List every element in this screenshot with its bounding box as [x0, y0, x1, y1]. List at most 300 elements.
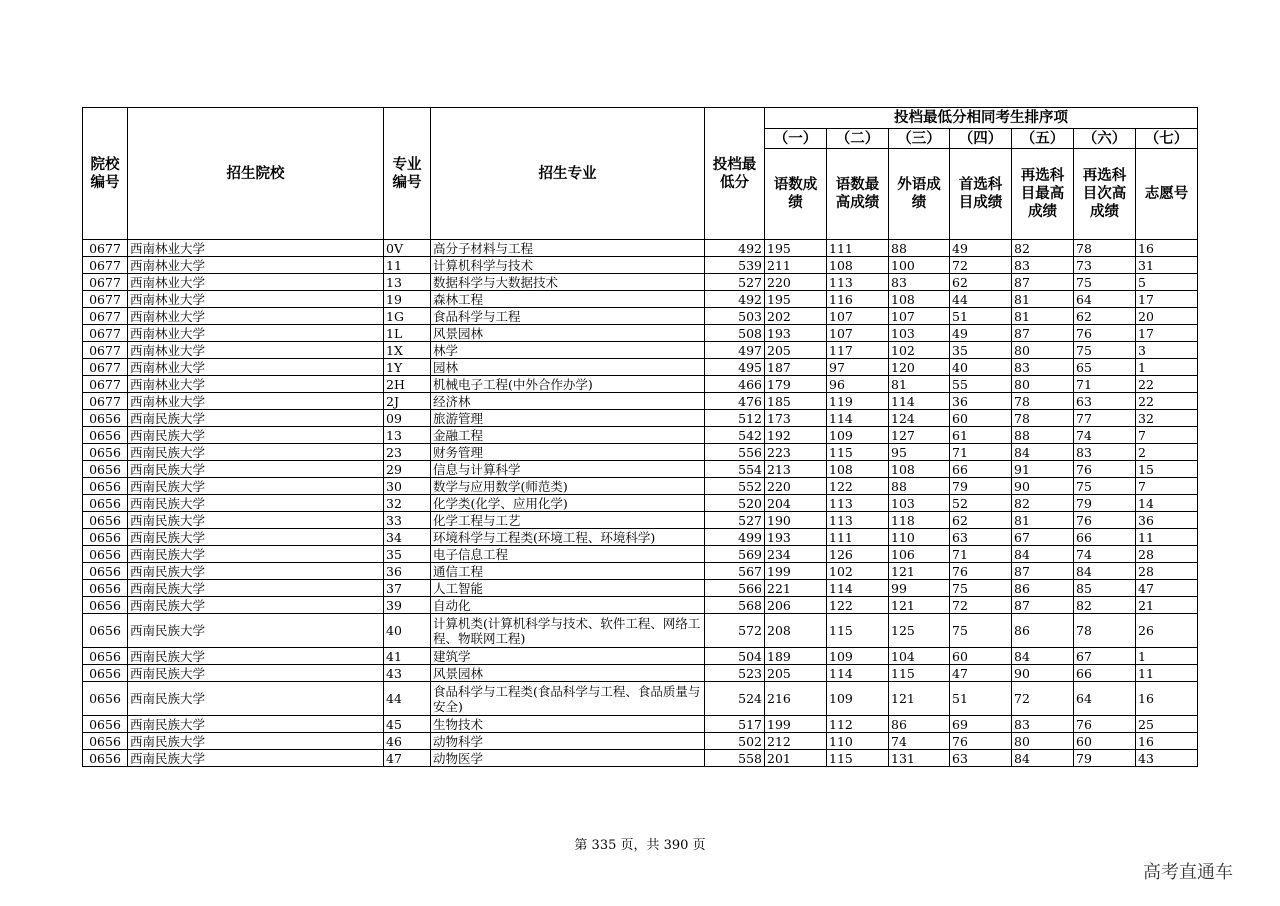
cell-school: 西南林业大学: [128, 291, 384, 308]
table-row: [83, 274, 1198, 291]
cell-score-7: 43: [1136, 750, 1198, 767]
table-row: [83, 444, 1198, 461]
cell-score-2: 114: [827, 410, 889, 427]
cell-major: 数学与应用数学(师范类): [431, 478, 705, 495]
cell-score-5: 83: [1012, 359, 1074, 376]
cell-major-code: 2H: [384, 376, 431, 393]
cell-score-1: 195: [765, 240, 827, 257]
table-row: [83, 580, 1198, 597]
cell-major: 风景园林: [431, 665, 705, 682]
table-body: [83, 240, 1198, 767]
cell-score-6: 66: [1074, 665, 1136, 682]
cell-major: 自动化: [431, 597, 705, 614]
cell-score-6: 75: [1074, 478, 1136, 495]
cell-score-4: 49: [950, 240, 1012, 257]
table-row: [83, 461, 1198, 478]
cell-school: 西南民族大学: [128, 733, 384, 750]
cell-score-7: 7: [1136, 427, 1198, 444]
cell-score-2: 115: [827, 750, 889, 767]
cell-score-6: 75: [1074, 274, 1136, 291]
cell-major-code: 35: [384, 546, 431, 563]
cell-score-7: 11: [1136, 665, 1198, 682]
cell-min-score: 572: [705, 614, 765, 648]
cell-score-2: 122: [827, 478, 889, 495]
cell-min-score: 569: [705, 546, 765, 563]
cell-min-score: 502: [705, 733, 765, 750]
cell-major-code: 34: [384, 529, 431, 546]
table-row: [83, 682, 1198, 716]
cell-school-code: 0656: [83, 716, 128, 733]
cell-score-3: 121: [889, 597, 950, 614]
cell-score-2: 107: [827, 308, 889, 325]
cell-score-1: 201: [765, 750, 827, 767]
cell-major: 动物科学: [431, 733, 705, 750]
cell-score-3: 108: [889, 461, 950, 478]
cell-score-3: 121: [889, 682, 950, 716]
cell-min-score: 558: [705, 750, 765, 767]
cell-major-code: 11: [384, 257, 431, 274]
cell-score-4: 51: [950, 682, 1012, 716]
cell-school: 西南民族大学: [128, 750, 384, 767]
cell-school: 西南民族大学: [128, 648, 384, 665]
cell-score-4: 71: [950, 546, 1012, 563]
cell-school-code: 0677: [83, 325, 128, 342]
cell-major: 食品科学与工程类(食品科学与工程、食品质量与安全): [431, 682, 705, 716]
cell-score-1: 179: [765, 376, 827, 393]
cell-score-2: 112: [827, 716, 889, 733]
cell-min-score: 554: [705, 461, 765, 478]
cell-score-7: 26: [1136, 614, 1198, 648]
cell-score-4: 62: [950, 274, 1012, 291]
table-row: [83, 478, 1198, 495]
cell-score-2: 119: [827, 393, 889, 410]
table-row: [83, 240, 1198, 257]
cell-score-3: 114: [889, 393, 950, 410]
cell-score-6: 63: [1074, 393, 1136, 410]
header-sub-label: 外语成绩: [889, 149, 950, 240]
admission-table: [82, 107, 1198, 767]
cell-score-1: 220: [765, 478, 827, 495]
cell-score-7: 5: [1136, 274, 1198, 291]
cell-school: 西南林业大学: [128, 308, 384, 325]
cell-score-2: 114: [827, 665, 889, 682]
cell-score-7: 28: [1136, 546, 1198, 563]
cell-score-7: 17: [1136, 325, 1198, 342]
table-row: [83, 563, 1198, 580]
cell-score-6: 76: [1074, 325, 1136, 342]
cell-school: 西南林业大学: [128, 376, 384, 393]
cell-major: 化学工程与工艺: [431, 512, 705, 529]
header-sub-num: （六）: [1074, 129, 1136, 149]
cell-score-6: 85: [1074, 580, 1136, 597]
cell-major: 人工智能: [431, 580, 705, 597]
cell-score-1: 205: [765, 342, 827, 359]
cell-score-3: 83: [889, 274, 950, 291]
cell-score-5: 80: [1012, 376, 1074, 393]
cell-school: 西南民族大学: [128, 529, 384, 546]
cell-score-5: 82: [1012, 240, 1074, 257]
cell-score-5: 87: [1012, 325, 1074, 342]
cell-score-7: 16: [1136, 733, 1198, 750]
cell-school: 西南民族大学: [128, 563, 384, 580]
cell-school-code: 0656: [83, 546, 128, 563]
cell-score-5: 87: [1012, 597, 1074, 614]
cell-school-code: 0677: [83, 274, 128, 291]
cell-score-1: 234: [765, 546, 827, 563]
cell-score-2: 109: [827, 648, 889, 665]
cell-score-1: 185: [765, 393, 827, 410]
cell-score-3: 107: [889, 308, 950, 325]
cell-school-code: 0656: [83, 580, 128, 597]
cell-major: 机械电子工程(中外合作办学): [431, 376, 705, 393]
cell-score-2: 122: [827, 597, 889, 614]
cell-score-3: 108: [889, 291, 950, 308]
cell-score-5: 87: [1012, 274, 1074, 291]
cell-school: 西南民族大学: [128, 665, 384, 682]
cell-school: 西南民族大学: [128, 461, 384, 478]
cell-score-6: 79: [1074, 495, 1136, 512]
cell-school: 西南林业大学: [128, 393, 384, 410]
cell-score-3: 102: [889, 342, 950, 359]
header-sub-num: （三）: [889, 129, 950, 149]
cell-score-6: 62: [1074, 308, 1136, 325]
cell-score-4: 69: [950, 716, 1012, 733]
cell-major-code: 45: [384, 716, 431, 733]
table-row: [83, 733, 1198, 750]
cell-score-2: 126: [827, 546, 889, 563]
header-sub-num: （一）: [765, 129, 827, 149]
cell-score-2: 107: [827, 325, 889, 342]
cell-score-3: 115: [889, 665, 950, 682]
cell-score-3: 103: [889, 495, 950, 512]
cell-score-2: 108: [827, 257, 889, 274]
cell-school: 西南民族大学: [128, 427, 384, 444]
cell-major-code: 32: [384, 495, 431, 512]
header-min-score: 投档最低分: [705, 108, 765, 240]
cell-score-3: 88: [889, 478, 950, 495]
cell-score-7: 16: [1136, 682, 1198, 716]
cell-score-7: 36: [1136, 512, 1198, 529]
cell-school-code: 0656: [83, 529, 128, 546]
cell-score-1: 205: [765, 665, 827, 682]
cell-score-6: 74: [1074, 427, 1136, 444]
cell-score-4: 72: [950, 597, 1012, 614]
cell-score-1: 189: [765, 648, 827, 665]
cell-major-code: 1X: [384, 342, 431, 359]
cell-score-2: 108: [827, 461, 889, 478]
cell-score-2: 96: [827, 376, 889, 393]
cell-school-code: 0656: [83, 478, 128, 495]
header-sub-num: （五）: [1012, 129, 1074, 149]
cell-score-6: 64: [1074, 291, 1136, 308]
cell-min-score: 495: [705, 359, 765, 376]
cell-school: 西南民族大学: [128, 444, 384, 461]
cell-score-1: 202: [765, 308, 827, 325]
cell-score-6: 82: [1074, 597, 1136, 614]
table-row: [83, 546, 1198, 563]
cell-score-5: 88: [1012, 427, 1074, 444]
cell-score-4: 76: [950, 563, 1012, 580]
table-row: [83, 393, 1198, 410]
cell-score-4: 49: [950, 325, 1012, 342]
cell-score-5: 91: [1012, 461, 1074, 478]
cell-score-4: 62: [950, 512, 1012, 529]
cell-major-code: 44: [384, 682, 431, 716]
cell-major-code: 30: [384, 478, 431, 495]
cell-score-4: 76: [950, 733, 1012, 750]
table-row: [83, 257, 1198, 274]
cell-school: 西南林业大学: [128, 359, 384, 376]
cell-school-code: 0677: [83, 393, 128, 410]
cell-score-5: 84: [1012, 444, 1074, 461]
cell-major-code: 46: [384, 733, 431, 750]
cell-score-5: 80: [1012, 733, 1074, 750]
cell-score-6: 64: [1074, 682, 1136, 716]
table-row: [83, 342, 1198, 359]
cell-min-score: 566: [705, 580, 765, 597]
cell-score-2: 97: [827, 359, 889, 376]
cell-min-score: 476: [705, 393, 765, 410]
cell-major: 林学: [431, 342, 705, 359]
cell-school-code: 0656: [83, 563, 128, 580]
cell-score-6: 74: [1074, 546, 1136, 563]
cell-score-1: 223: [765, 444, 827, 461]
cell-major: 风景园林: [431, 325, 705, 342]
cell-school: 西南民族大学: [128, 614, 384, 648]
cell-school: 西南民族大学: [128, 580, 384, 597]
cell-school: 西南民族大学: [128, 546, 384, 563]
cell-school: 西南民族大学: [128, 512, 384, 529]
cell-school-code: 0677: [83, 308, 128, 325]
cell-major-code: 37: [384, 580, 431, 597]
cell-school-code: 0677: [83, 342, 128, 359]
table-row: [83, 716, 1198, 733]
cell-score-6: 75: [1074, 342, 1136, 359]
cell-score-7: 17: [1136, 291, 1198, 308]
cell-school-code: 0656: [83, 648, 128, 665]
header-sub-label: 再选科目最高成绩: [1012, 149, 1074, 240]
cell-min-score: 503: [705, 308, 765, 325]
cell-score-7: 28: [1136, 563, 1198, 580]
cell-score-5: 78: [1012, 410, 1074, 427]
cell-major: 生物技术: [431, 716, 705, 733]
cell-major: 电子信息工程: [431, 546, 705, 563]
cell-major: 信息与计算科学: [431, 461, 705, 478]
table-row: [83, 376, 1198, 393]
table-row: [83, 665, 1198, 682]
cell-score-6: 78: [1074, 614, 1136, 648]
cell-min-score: 492: [705, 240, 765, 257]
cell-major-code: 13: [384, 427, 431, 444]
cell-major: 食品科学与工程: [431, 308, 705, 325]
cell-school-code: 0677: [83, 359, 128, 376]
cell-score-2: 117: [827, 342, 889, 359]
cell-score-5: 90: [1012, 665, 1074, 682]
cell-major-code: 0V: [384, 240, 431, 257]
cell-major: 建筑学: [431, 648, 705, 665]
header-sub-label: 再选科目次高成绩: [1074, 149, 1136, 240]
cell-score-5: 80: [1012, 342, 1074, 359]
cell-min-score: 524: [705, 682, 765, 716]
header-school-code: 院校编号: [83, 108, 128, 240]
cell-major-code: 41: [384, 648, 431, 665]
cell-score-4: 55: [950, 376, 1012, 393]
cell-score-1: 211: [765, 257, 827, 274]
cell-min-score: 512: [705, 410, 765, 427]
cell-school-code: 0656: [83, 427, 128, 444]
cell-min-score: 517: [705, 716, 765, 733]
cell-min-score: 499: [705, 529, 765, 546]
cell-score-4: 40: [950, 359, 1012, 376]
cell-score-5: 81: [1012, 512, 1074, 529]
cell-major-code: 36: [384, 563, 431, 580]
cell-min-score: 539: [705, 257, 765, 274]
cell-score-2: 113: [827, 495, 889, 512]
cell-score-4: 63: [950, 529, 1012, 546]
cell-min-score: 568: [705, 597, 765, 614]
cell-score-6: 83: [1074, 444, 1136, 461]
cell-score-6: 60: [1074, 733, 1136, 750]
cell-score-1: 199: [765, 716, 827, 733]
cell-score-7: 7: [1136, 478, 1198, 495]
cell-score-2: 109: [827, 682, 889, 716]
cell-score-6: 71: [1074, 376, 1136, 393]
cell-score-7: 1: [1136, 359, 1198, 376]
cell-major: 园林: [431, 359, 705, 376]
cell-score-3: 106: [889, 546, 950, 563]
cell-school-code: 0656: [83, 410, 128, 427]
cell-min-score: 497: [705, 342, 765, 359]
table-row: [83, 359, 1198, 376]
cell-score-5: 72: [1012, 682, 1074, 716]
header-sub-num: （二）: [827, 129, 889, 149]
table-row: [83, 529, 1198, 546]
header-sub-label: 语数最高成绩: [827, 149, 889, 240]
cell-score-6: 79: [1074, 750, 1136, 767]
cell-score-5: 87: [1012, 563, 1074, 580]
cell-score-6: 78: [1074, 240, 1136, 257]
cell-score-5: 86: [1012, 580, 1074, 597]
cell-score-4: 79: [950, 478, 1012, 495]
cell-score-4: 44: [950, 291, 1012, 308]
cell-major: 通信工程: [431, 563, 705, 580]
cell-major-code: 19: [384, 291, 431, 308]
cell-major-code: 09: [384, 410, 431, 427]
cell-min-score: 552: [705, 478, 765, 495]
cell-school: 西南民族大学: [128, 597, 384, 614]
cell-score-7: 2: [1136, 444, 1198, 461]
cell-score-4: 51: [950, 308, 1012, 325]
table-row: [83, 308, 1198, 325]
cell-score-1: 220: [765, 274, 827, 291]
header-school: 招生院校: [128, 108, 384, 240]
cell-score-5: 86: [1012, 614, 1074, 648]
cell-score-3: 125: [889, 614, 950, 648]
cell-score-7: 21: [1136, 597, 1198, 614]
cell-score-2: 110: [827, 733, 889, 750]
table-row: [83, 325, 1198, 342]
cell-score-6: 65: [1074, 359, 1136, 376]
cell-score-5: 81: [1012, 308, 1074, 325]
cell-min-score: 527: [705, 512, 765, 529]
cell-score-5: 84: [1012, 546, 1074, 563]
table-row: [83, 750, 1198, 767]
cell-score-2: 115: [827, 444, 889, 461]
cell-score-5: 67: [1012, 529, 1074, 546]
cell-score-4: 52: [950, 495, 1012, 512]
cell-school-code: 0656: [83, 682, 128, 716]
cell-school: 西南民族大学: [128, 478, 384, 495]
cell-school: 西南民族大学: [128, 682, 384, 716]
cell-major: 计算机科学与技术: [431, 257, 705, 274]
table-row: [83, 614, 1198, 648]
cell-score-3: 99: [889, 580, 950, 597]
cell-score-1: 195: [765, 291, 827, 308]
cell-score-2: 111: [827, 240, 889, 257]
cell-score-3: 100: [889, 257, 950, 274]
cell-major: 计算机类(计算机科学与技术、软件工程、网络工程、物联网工程): [431, 614, 705, 648]
cell-score-1: 187: [765, 359, 827, 376]
cell-score-7: 25: [1136, 716, 1198, 733]
cell-school: 西南民族大学: [128, 410, 384, 427]
cell-major: 高分子材料与工程: [431, 240, 705, 257]
cell-school: 西南民族大学: [128, 716, 384, 733]
cell-score-7: 1: [1136, 648, 1198, 665]
cell-score-1: 213: [765, 461, 827, 478]
cell-score-3: 81: [889, 376, 950, 393]
header-major: 招生专业: [431, 108, 705, 240]
cell-score-1: 206: [765, 597, 827, 614]
cell-score-2: 109: [827, 427, 889, 444]
cell-school-code: 0656: [83, 495, 128, 512]
cell-score-5: 83: [1012, 716, 1074, 733]
header-major-code: 专业编号: [384, 108, 431, 240]
cell-major: 动物医学: [431, 750, 705, 767]
cell-score-3: 120: [889, 359, 950, 376]
cell-min-score: 466: [705, 376, 765, 393]
cell-score-4: 61: [950, 427, 1012, 444]
cell-score-2: 114: [827, 580, 889, 597]
cell-major: 旅游管理: [431, 410, 705, 427]
cell-score-5: 81: [1012, 291, 1074, 308]
cell-score-5: 84: [1012, 750, 1074, 767]
cell-score-4: 47: [950, 665, 1012, 682]
table-row: [83, 410, 1198, 427]
cell-score-3: 127: [889, 427, 950, 444]
cell-score-2: 102: [827, 563, 889, 580]
cell-major-code: 29: [384, 461, 431, 478]
cell-score-1: 212: [765, 733, 827, 750]
cell-score-1: 208: [765, 614, 827, 648]
cell-score-4: 60: [950, 648, 1012, 665]
cell-major: 财务管理: [431, 444, 705, 461]
cell-score-3: 110: [889, 529, 950, 546]
cell-score-1: 192: [765, 427, 827, 444]
cell-score-2: 111: [827, 529, 889, 546]
cell-score-4: 35: [950, 342, 1012, 359]
cell-min-score: 504: [705, 648, 765, 665]
cell-school-code: 0656: [83, 444, 128, 461]
header-sub-label: 语数成绩: [765, 149, 827, 240]
cell-school: 西南林业大学: [128, 274, 384, 291]
cell-major: 金融工程: [431, 427, 705, 444]
table-row: [83, 291, 1198, 308]
cell-score-1: 204: [765, 495, 827, 512]
cell-school-code: 0677: [83, 257, 128, 274]
cell-school-code: 0677: [83, 376, 128, 393]
cell-score-4: 72: [950, 257, 1012, 274]
table-row: [83, 495, 1198, 512]
